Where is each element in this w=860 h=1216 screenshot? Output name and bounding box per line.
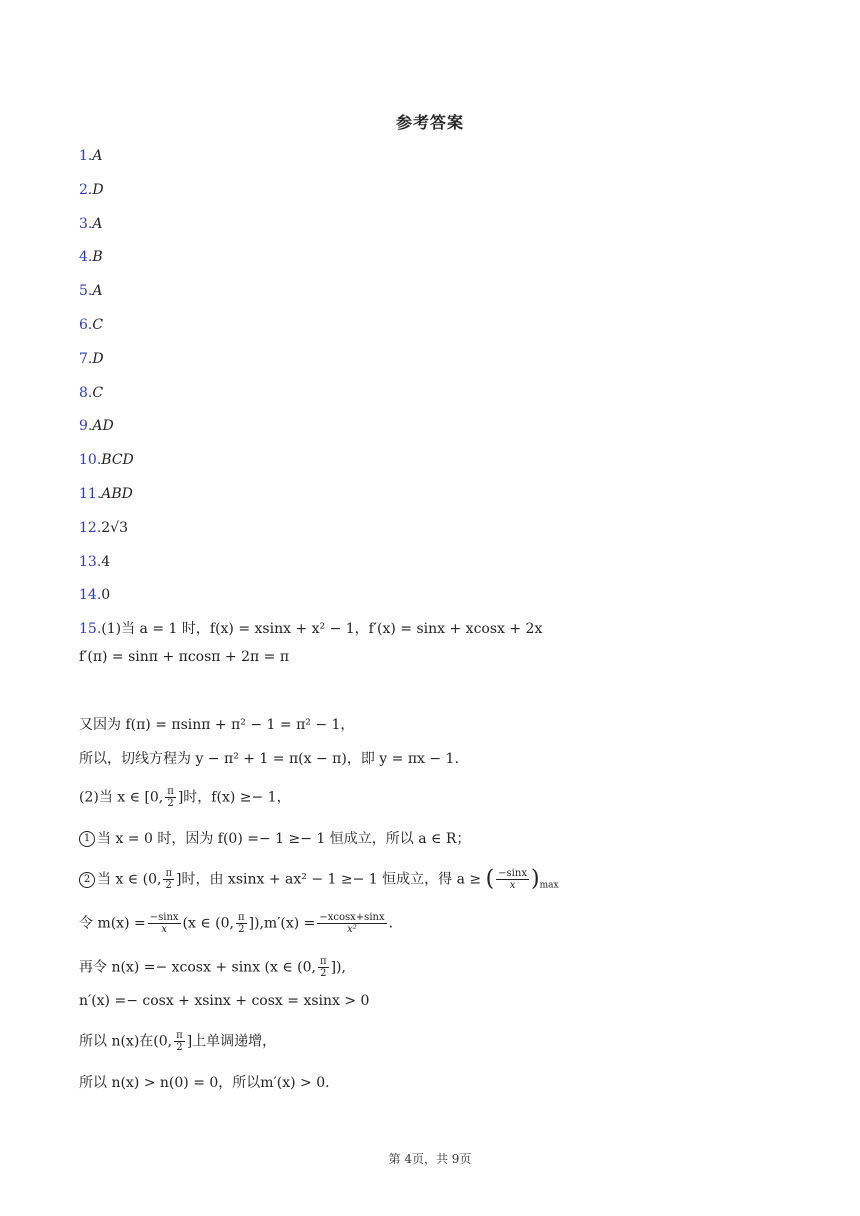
q15-line-5-a: (2)当 x ∈ [0, [79, 789, 164, 806]
frac-den: 2 [320, 968, 327, 979]
q15-line-7-b: ]时，由 xsinx + ax² − 1 ≥− 1 恒成立，得 a ≥ [176, 871, 482, 888]
answer-number: 5. [79, 283, 93, 300]
q15-line-6-text: 当 x = 0 时，因为 f(0) =− 1 ≥− 1 恒成立，所以 a ∈ R； [97, 831, 471, 847]
answer-row [79, 518, 128, 538]
answer-number: 7. [79, 350, 93, 367]
answer-number: 3. [79, 215, 93, 232]
q15-line-5-b: ]时，f(x) ≥− 1， [177, 789, 291, 806]
q15-line-9-b: ]), [330, 959, 346, 976]
fraction-pi-over-2 [163, 868, 174, 891]
frac-den: 2 [165, 880, 172, 891]
frac-den: 2 [167, 798, 174, 809]
q15-line-7 [79, 868, 559, 896]
answer-row [79, 349, 104, 369]
answer-row [79, 383, 103, 403]
answer-row [79, 450, 134, 470]
answer-value: AD [92, 418, 114, 435]
q15-line-11-a: 所以 n(x)在(0, [79, 1033, 173, 1050]
answer-value: BCD [101, 452, 134, 469]
answer-row [79, 180, 104, 200]
fraction-neg-sinx-over-x [148, 912, 181, 935]
paren-open: ( [485, 866, 495, 892]
q15-line-6 [79, 828, 470, 850]
circled-number-2: 2 [79, 872, 95, 888]
answer-number: 11. [79, 486, 102, 502]
frac-num: π [176, 1030, 183, 1041]
frac-num: π [320, 956, 327, 967]
frac-num: −xcosx+sinx [319, 912, 385, 923]
answer-value: B [92, 249, 103, 266]
answer-value: C [92, 317, 104, 333]
answer-number: 8. [79, 384, 93, 401]
q15-line-9 [79, 956, 346, 979]
answer-number: 9. [79, 418, 93, 435]
answer-row [79, 552, 110, 572]
fraction-mprime [317, 912, 386, 935]
frac-num: π [167, 786, 174, 797]
frac-den: 2 [238, 924, 245, 935]
answer-value: A [92, 283, 103, 300]
q15-line-11 [79, 1030, 276, 1053]
q15-line-5 [79, 786, 291, 809]
answer-number: 4. [79, 249, 93, 266]
frac-den: 2 [176, 1042, 183, 1053]
answer-row [79, 281, 102, 301]
q15-line-12: 所以 n(x) > n(0) = 0，所以m′(x) > 0. [79, 1075, 330, 1091]
answer-row [79, 247, 103, 267]
q15-line-9-a: 再令 n(x) =− xcosx + sinx (x ∈ (0, [79, 959, 316, 976]
q15-line-10: n′(x) =− cosx + xsinx + cosx = xsinx > 0 [79, 993, 370, 1009]
max-subscript: max [539, 880, 559, 891]
fraction-pi-over-2 [165, 786, 176, 809]
page-footer: 第 4页，共 9页 [388, 1152, 472, 1166]
q15-line-11-b: ]上单调递增， [186, 1033, 277, 1050]
circled-number-1: 1 [79, 831, 95, 847]
q15-number: 15. [79, 621, 102, 637]
frac-den: x [161, 924, 167, 935]
answer-value: 4 [101, 553, 111, 570]
q15-line-2: f′(π) = sinπ + πcosπ + 2π = π [79, 649, 290, 665]
answer-number: 10. [79, 452, 102, 469]
answer-number: 13. [79, 553, 102, 570]
q15-line-8-a: 令 m(x) = [79, 915, 146, 932]
q15-line-8: 令 m(x) = $\frac{-\sin x}{x}$ (x ∈ (0, $\frac{\pi}{2}$ ]),m′(x) = $\frac{-xcosx+\sin x}{\text{x²}}$ . [79, 912, 394, 935]
frac-num: −sinx [149, 912, 179, 923]
answer-row [79, 315, 103, 335]
answer-row [79, 146, 102, 166]
q15-line-1 [79, 618, 542, 640]
fraction-neg-sinx-over-x [496, 868, 529, 891]
answer-number: 12. [79, 519, 102, 536]
answer-number: 2. [79, 181, 93, 198]
q15-line-8-b: (x ∈ (0, [182, 915, 234, 932]
answer-row [79, 416, 114, 436]
paren-close: ) [530, 866, 540, 892]
q15-line-4: 所以，切线方程为 y − π² + 1 = π(x − π)，即 y = πx − 1. [79, 751, 459, 767]
answer-value: A [92, 148, 103, 164]
answer-value: 0 [101, 587, 111, 604]
fraction-pi-over-2 [318, 956, 329, 979]
answer-value: A [92, 215, 103, 232]
page-title: 参考答案 [395, 113, 464, 132]
frac-num: π [237, 912, 245, 923]
answer-row [79, 484, 133, 504]
q15-text-1: (1)当 a = 1 时，f(x) = xsinx + x² − 1，f′(x) = sinx + xcosx + 2x [101, 621, 543, 637]
fraction-pi-over-2 [174, 1030, 185, 1053]
frac-num: −sinx [498, 868, 527, 879]
answer-value: D [92, 181, 104, 198]
frac-den: x [509, 880, 516, 891]
answer-row [79, 214, 102, 234]
q15-line-3: 又因为 f(π) = πsinπ + π² − 1 = π² − 1， [79, 717, 355, 733]
answer-number: 14. [79, 587, 102, 604]
answer-value: C [92, 384, 104, 401]
answer-value: ABD [101, 486, 133, 502]
fraction-pi-over-2 [236, 912, 247, 935]
answer-row [79, 585, 110, 605]
answer-number: 1. [79, 148, 93, 164]
frac-num: π [165, 868, 173, 879]
q15-line-8-c: ]),m′(x) = [248, 915, 316, 932]
frac-den: x² [347, 924, 357, 935]
answer-number: 6. [79, 317, 93, 333]
answer-value: D [92, 350, 104, 367]
q15-line-7-a: 当 x ∈ (0, [97, 871, 162, 888]
answer-value: 2√3 [101, 519, 129, 536]
